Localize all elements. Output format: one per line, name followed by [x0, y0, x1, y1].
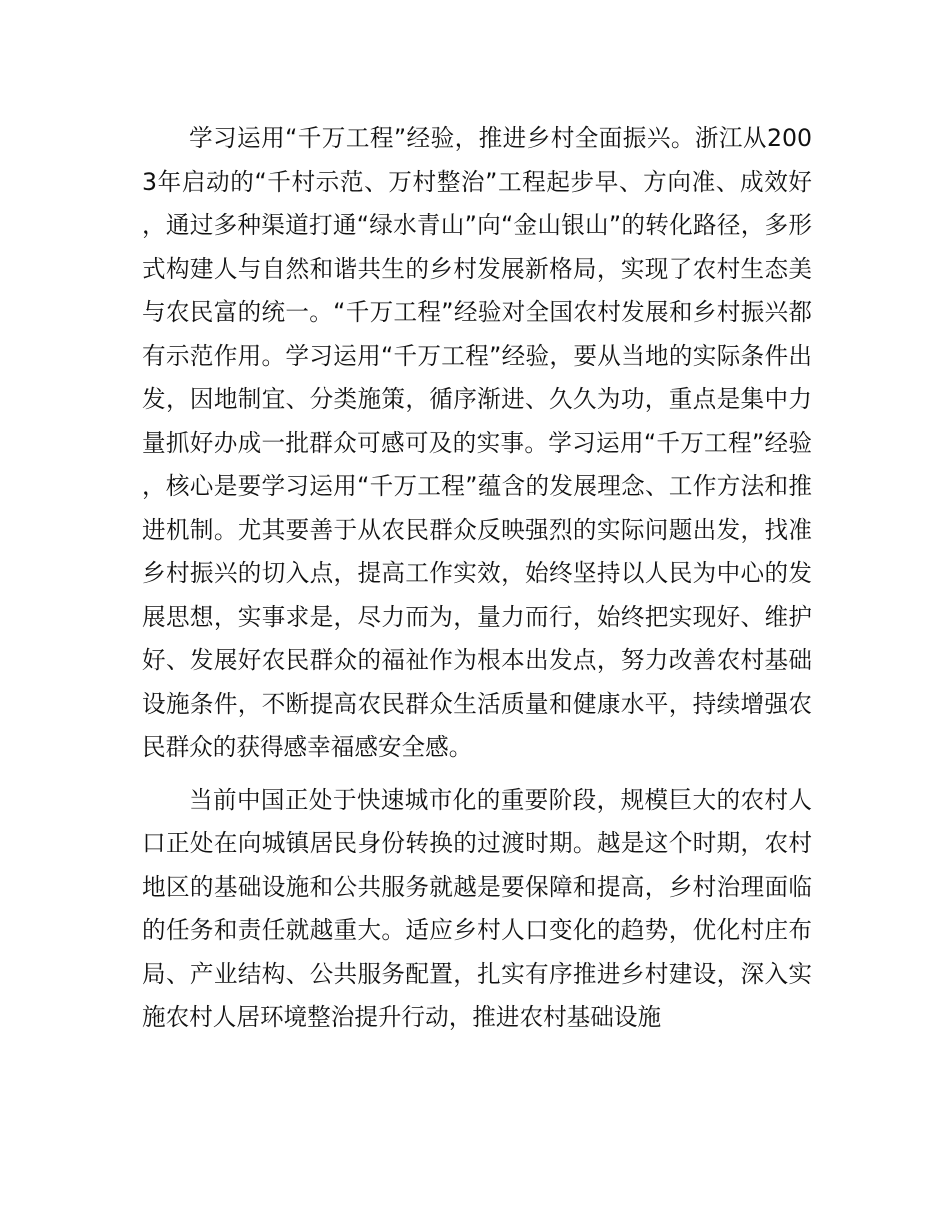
paragraph-qianwan-project: 学习运用“千万工程”经验，推进乡村全面振兴。浙江从2003年启动的“千村示范、万村整治”工程起步早、方向准、成效好，通过多种渠道打通“绿水青山”向“金山银山”的转化路径，多形式构建人与自然和谐共生的乡村发展新格局，实现了农村生态美与农民富的统一。“千万工程”经验对全国农村发展和乡村振兴都有示范作用。学习运用“千万工程”经验，要从当地的实际条件出发，因地制宜、分类施策，循序渐进、久久为功，重点是集中力量抓好办成一批群众可感可及的实事。学习运用“千万工程”经验，核心是要学习运用“千万工程”蕴含的发展理念、工作方法和推进机制。尤其要善于从农民群众反映强烈的实际问题出发，找准乡村振兴的切入点，提高工作实效，始终坚持以人民为中心的发展思想，实事求是，尽力而为，量力而行，始终把实现好、维护好、发展好农民群众的福祉作为根本出发点，努力改善农村基础设施条件，不断提高农民群众生活质量和健康水平，持续增强农民群众的获得感幸福感安全感。: [142, 124, 812, 761]
document-page: [142, 117, 812, 1040]
paragraph-urbanization: 当前中国正处于快速城市化的重要阶段，规模巨大的农村人口正处在向城镇居民身份转换的过渡时期。越是这个时期，农村地区的基础设施和公共服务就越是要保障和提高，乡村治理面临的任务和责任就越重大。适应乡村人口变化的趋势，优化村庄布局、产业结构、公共服务配置，扎实有序推进乡村建设，深入实施农村人居环境整治提升行动，推进农村基础设施: [142, 785, 812, 1031]
